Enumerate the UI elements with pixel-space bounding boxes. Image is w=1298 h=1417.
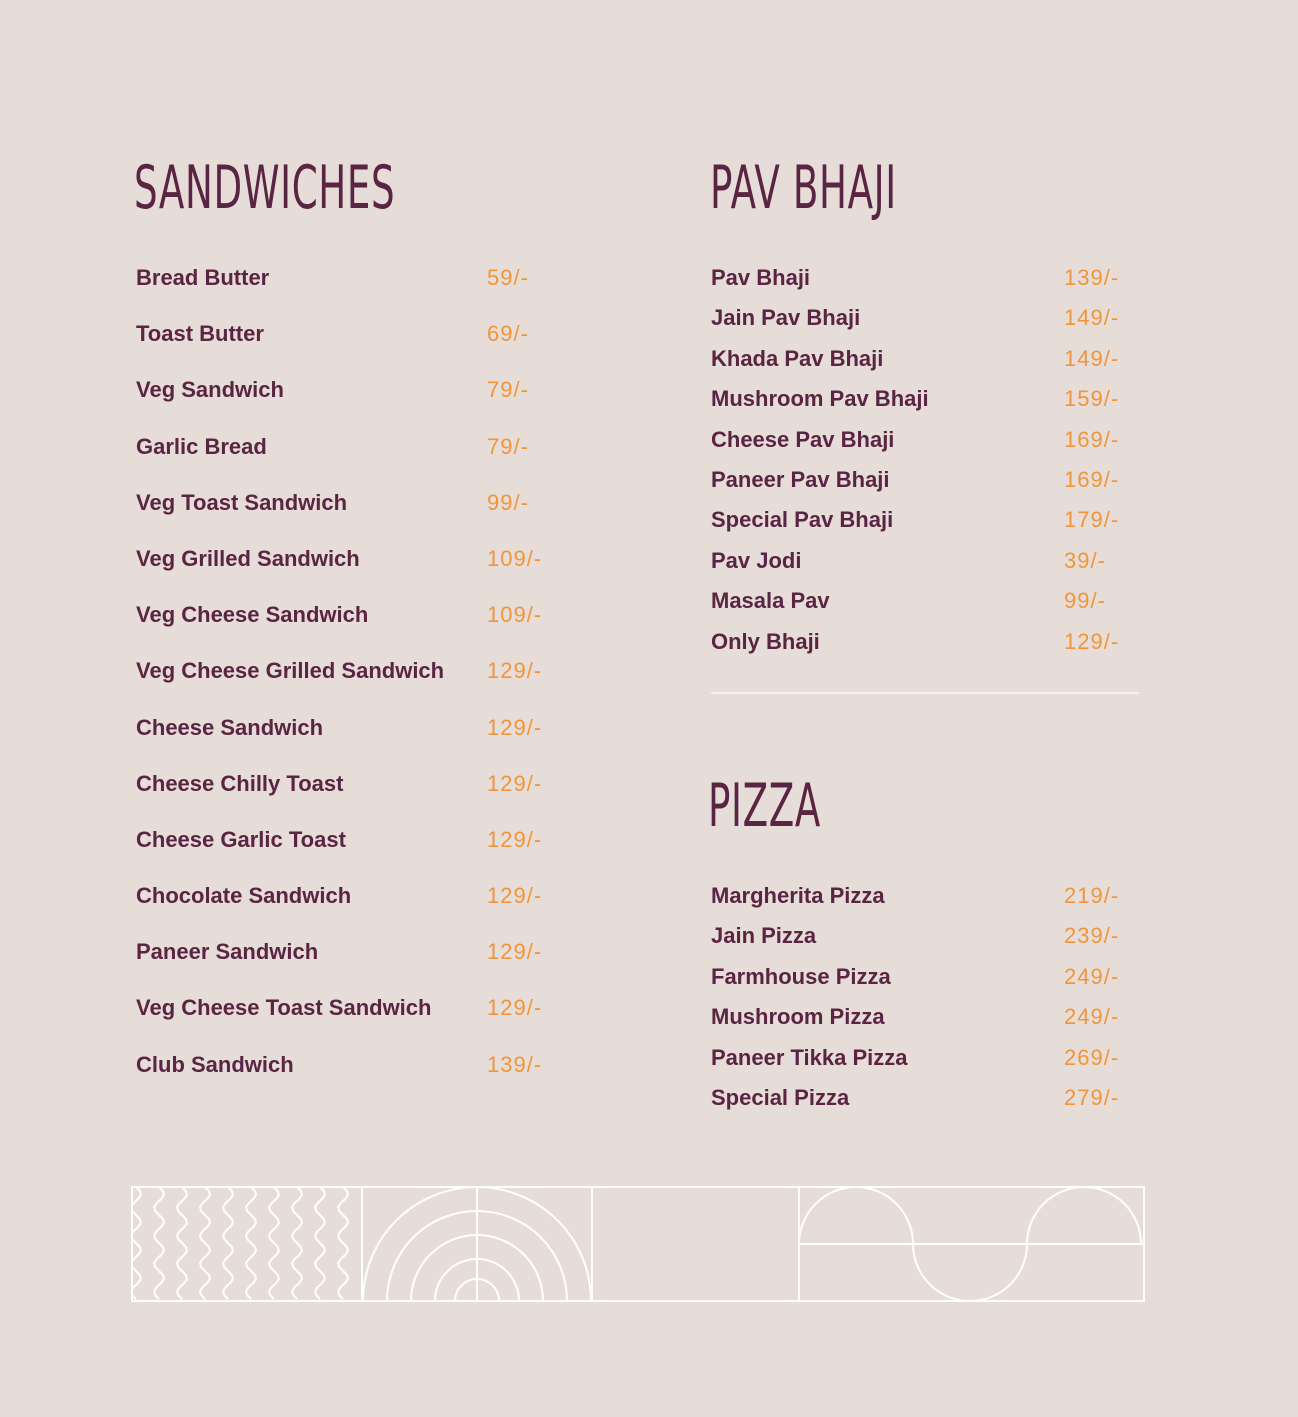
menu-item (711, 961, 1141, 1001)
item-name: Paneer Pav Bhaji (711, 466, 890, 492)
item-name: Mushroom Pizza (711, 1004, 885, 1030)
wave-pattern (131, 1187, 348, 1299)
item-name: Jain Pav Bhaji (711, 305, 861, 331)
menu-item (711, 626, 1141, 666)
item-name: Khada Pav Bhaji (711, 345, 884, 371)
menu-item (711, 880, 1141, 920)
item-name: Veg Sandwich (136, 377, 284, 403)
item-price: 129/- (1064, 628, 1120, 654)
item-name: Bread Butter (136, 265, 270, 290)
item-name: Garlic Bread (136, 433, 267, 459)
menu-item (711, 1082, 1141, 1122)
wave-line (338, 1187, 348, 1299)
pizza-heading: PIZZA (708, 771, 821, 841)
menu-item (136, 262, 576, 318)
pav-bhaji-heading: PAV BHAJI (710, 153, 897, 223)
menu-item (711, 302, 1141, 342)
item-price: 239/- (1064, 923, 1120, 949)
menu-item (136, 824, 576, 880)
menu-item (136, 318, 576, 374)
item-name: Chocolate Sandwich (136, 883, 352, 909)
item-name: Veg Cheese Grilled Sandwich (136, 658, 445, 684)
item-price: 79/- (487, 377, 529, 403)
menu-item (711, 383, 1141, 423)
item-name: Special Pav Bhaji (711, 507, 894, 533)
item-price: 129/- (487, 939, 543, 965)
item-price: 129/- (487, 658, 543, 684)
item-price: 269/- (1064, 1044, 1120, 1070)
item-price: 99/- (1064, 588, 1106, 614)
menu-item (711, 504, 1141, 544)
item-name: Paneer Tikka Pizza (711, 1044, 908, 1070)
item-name: Masala Pav (711, 588, 830, 614)
item-name: Cheese Garlic Toast (136, 826, 346, 852)
item-name: Pav Bhaji (711, 265, 811, 290)
pav-bhaji-list (711, 262, 1141, 666)
item-name: Jain Pizza (711, 923, 817, 949)
menu-item (136, 655, 576, 711)
item-name: Veg Grilled Sandwich (136, 545, 360, 571)
menu-item (711, 343, 1141, 383)
item-price: 39/- (1064, 547, 1106, 573)
section-divider (711, 692, 1139, 694)
item-name: Cheese Pav Bhaji (711, 426, 895, 452)
wave-line (223, 1187, 233, 1299)
menu-item (136, 431, 576, 487)
pizza-list (711, 880, 1141, 1122)
menu-item (136, 992, 576, 1048)
hump-pattern (799, 1187, 1144, 1301)
item-price: 129/- (487, 714, 543, 740)
menu-item (136, 712, 576, 768)
item-price: 139/- (1064, 265, 1120, 290)
wave-line (292, 1187, 302, 1299)
sandwiches-heading: SANDWICHES (134, 153, 396, 223)
item-price: 169/- (1064, 466, 1120, 492)
item-price: 129/- (487, 826, 543, 852)
decorative-pattern-band (130, 1185, 1148, 1303)
concentric-arcs-pattern (363, 1187, 591, 1301)
item-name: Only Bhaji (711, 628, 820, 654)
menu-item (136, 543, 576, 599)
wave-line (269, 1187, 279, 1299)
wave-line (246, 1187, 256, 1299)
wave-line (154, 1187, 164, 1299)
item-name: Farmhouse Pizza (711, 963, 891, 989)
menu-item (136, 1049, 576, 1105)
item-name: Veg Toast Sandwich (136, 489, 348, 515)
item-price: 139/- (487, 1051, 543, 1077)
menu-item (711, 585, 1141, 625)
item-name: Margherita Pizza (711, 883, 885, 908)
item-price: 109/- (487, 602, 543, 628)
wave-line (177, 1187, 187, 1299)
item-price: 129/- (487, 883, 543, 909)
item-price: 169/- (1064, 426, 1120, 452)
item-name: Paneer Sandwich (136, 939, 319, 965)
item-name: Mushroom Pav Bhaji (711, 386, 929, 412)
item-name: Pav Jodi (711, 547, 802, 573)
item-price: 79/- (487, 433, 529, 459)
menu-item (711, 464, 1141, 504)
item-name: Veg Cheese Sandwich (136, 602, 369, 628)
menu-item (136, 880, 576, 936)
menu-item (136, 936, 576, 992)
item-name: Cheese Sandwich (136, 714, 324, 740)
item-price: 149/- (1064, 345, 1120, 371)
item-price: 69/- (487, 321, 529, 347)
menu-item (136, 599, 576, 655)
menu-item (711, 545, 1141, 585)
menu-item (136, 374, 576, 430)
item-price: 179/- (1064, 507, 1120, 533)
item-name: Club Sandwich (136, 1051, 294, 1077)
item-price: 129/- (487, 995, 543, 1021)
item-price: 279/- (1064, 1084, 1120, 1110)
menu-item (711, 262, 1141, 302)
sandwiches-list (136, 262, 576, 1105)
menu-item (136, 768, 576, 824)
item-price: 249/- (1064, 1004, 1120, 1030)
menu-item (711, 1042, 1141, 1082)
item-price: 99/- (487, 489, 529, 515)
item-price: 109/- (487, 545, 543, 571)
item-price: 219/- (1064, 883, 1120, 908)
item-price: 159/- (1064, 386, 1120, 412)
menu-item (136, 487, 576, 543)
item-name: Veg Cheese Toast Sandwich (136, 995, 432, 1021)
wave-line (315, 1187, 325, 1299)
item-name: Special Pizza (711, 1084, 850, 1110)
item-price: 59/- (487, 265, 529, 290)
item-price: 129/- (487, 770, 543, 796)
menu-item (711, 424, 1141, 464)
menu-item (711, 920, 1141, 960)
item-price: 249/- (1064, 963, 1120, 989)
item-name: Toast Butter (136, 321, 264, 347)
item-name: Cheese Chilly Toast (136, 770, 344, 796)
item-price: 149/- (1064, 305, 1120, 331)
wave-line (200, 1187, 210, 1299)
menu-item (711, 1001, 1141, 1041)
